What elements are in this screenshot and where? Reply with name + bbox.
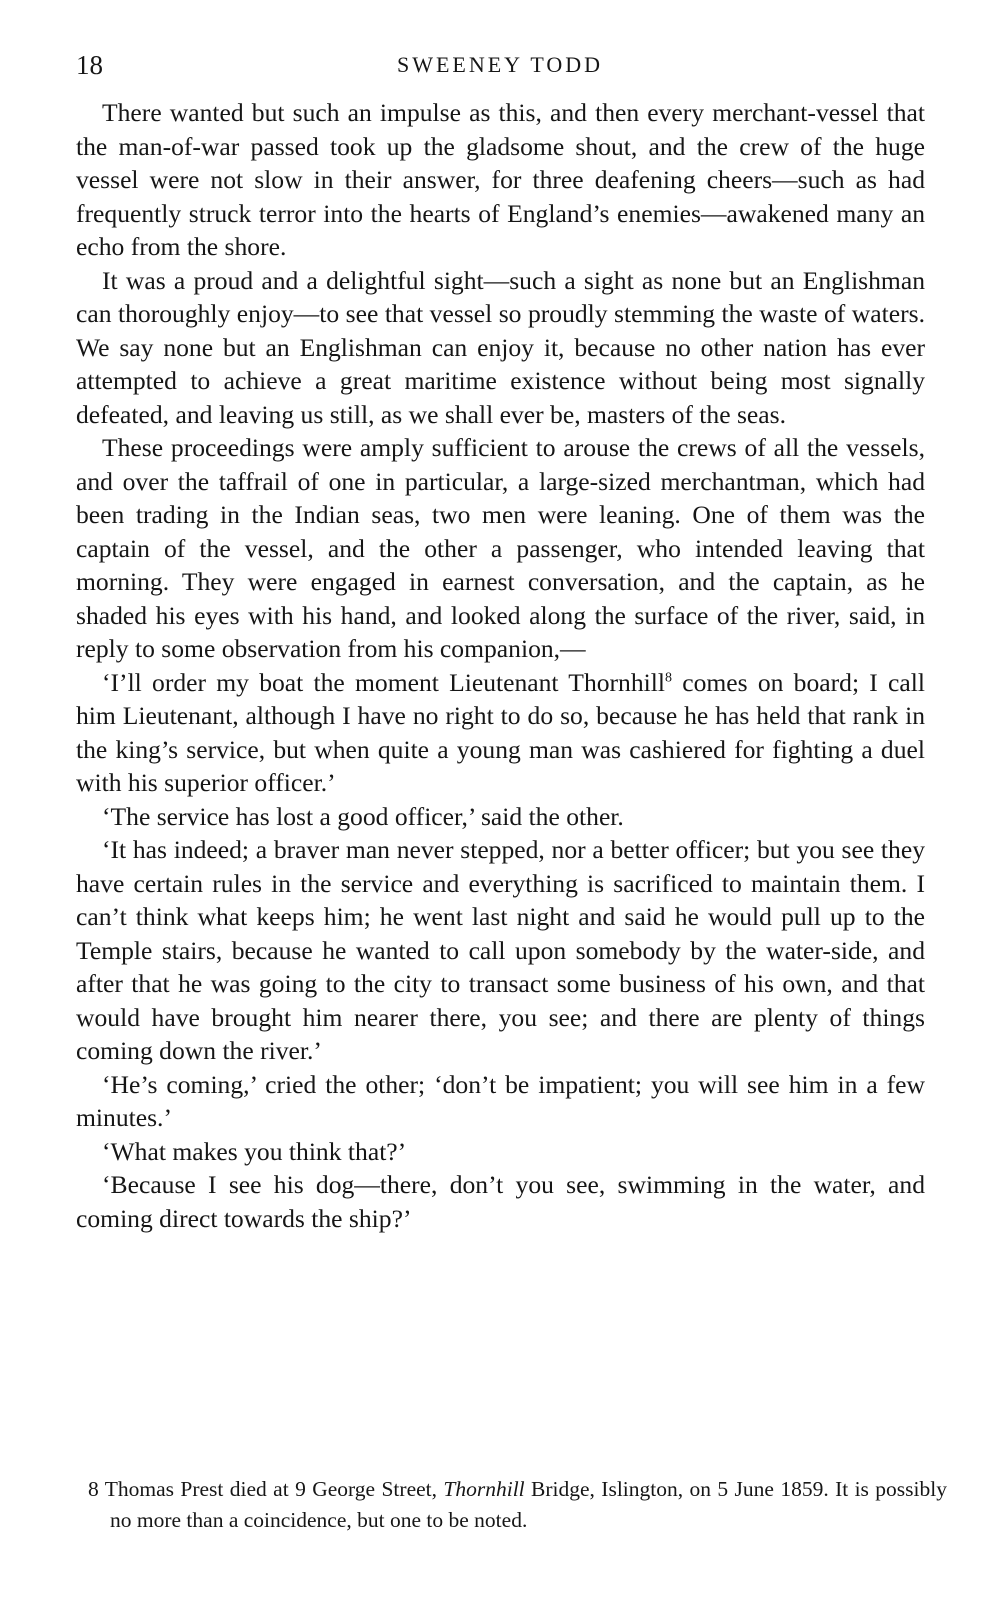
paragraph: ‘He’s coming,’ cried the other; ‘don’t be impatient; you will see him in a few minutes.’ <box>76 1069 925 1132</box>
footnote-number: 8 <box>88 1477 99 1501</box>
footnote <box>88 1474 947 1536</box>
running-head <box>76 50 924 84</box>
paragraph: ‘What makes you think that?’ <box>102 1136 407 1166</box>
paragraph: ‘The service has lost a good officer,’ said the other. <box>102 801 624 831</box>
paragraph <box>76 666 925 800</box>
footnote-text: Bridge, Islington, on 5 June 1859. It is possibly no more than a coincidence, but one to be noted. <box>110 1477 947 1532</box>
paragraph-text: comes on board; I call him Lieutenant, although I have no right to do so, because he has held that rank in the king’s service, but when quite a young man was cashiered for fighting a duel with his superior officer.’ <box>76 667 925 797</box>
footnote-reference: 8 <box>665 669 672 685</box>
paragraph: These proceedings were amply sufficient to arouse the crews of all the vessels, and over the taffrail of one in particular, a large-sized merchantman, which had been trading in the Indian seas, two men were leaning. One of them was the captain of the vessel, and the other a passenger, who intended leaving that morning. They were engaged in earnest conversation, and the captain, as he shaded his eyes with his hand, and looked along the surface of the river, said, in reply to some observation from his companion,— <box>76 433 925 663</box>
paragraph: ‘Because I see his dog—there, don’t you see, swimming in the water, and coming direct towards the ship?’ <box>76 1170 925 1233</box>
paragraph: It was a proud and a delightful sight—such a sight as none but an Englishman can thoroughly enjoy—to see that vessel so proudly stemming the waste of waters. We say none but an Englishman can enjoy it, because no other nation has ever attempted to achieve a great maritime existence without being most signally defeated, and leaving us still, as we shall ever be, masters of the seas. <box>76 265 925 429</box>
paragraph-text: ‘I’ll order my boat the moment Lieutenant Thornhill <box>102 667 665 697</box>
page-number: 18 <box>76 50 103 80</box>
footnote-text: Thomas Prest died at 9 George Street, <box>98 1477 444 1501</box>
paragraph: ‘It has indeed; a braver man never stepped, nor a better officer; but you see they have certain rules in the service and everything is sacrificed to maintain them. I can’t think what keeps him; he went last night and said he would pull up to the Temple stairs, because he wanted to call upon somebody by the water-side, and after that he was going to the city to transact some business of his own, and that would have brought him nearer there, you see; and there are plenty of things coming down the river.’ <box>76 835 925 1065</box>
footnote-italic-name: Thornhill <box>443 1477 525 1501</box>
body-text <box>76 96 925 1235</box>
paragraph: There wanted but such an impulse as this, and then every merchant-vessel that the man-of-war passed took up the gladsome shout, and the crew of the huge vessel were not slow in their answer, for three deafening cheers—such as had frequently struck terror into the hearts of England’s enemies—awakened many an echo from the shore. <box>76 98 925 261</box>
running-title: SWEENEY TODD <box>396 52 604 77</box>
